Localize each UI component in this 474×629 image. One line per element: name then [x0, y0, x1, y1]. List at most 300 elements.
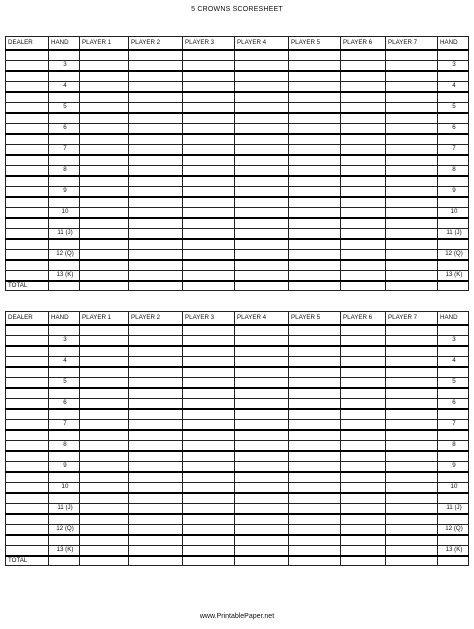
- hand-cell[interactable]: [438, 92, 469, 103]
- score-cell[interactable]: [341, 441, 386, 452]
- dealer-cell[interactable]: [6, 61, 49, 72]
- score-cell[interactable]: [183, 325, 235, 336]
- score-cell[interactable]: [235, 388, 289, 399]
- score-cell[interactable]: [183, 493, 235, 504]
- score-cell[interactable]: [289, 239, 341, 250]
- score-cell[interactable]: [183, 399, 235, 410]
- hand-cell[interactable]: [49, 134, 80, 145]
- score-cell[interactable]: [80, 504, 129, 515]
- score-cell[interactable]: [183, 176, 235, 187]
- score-cell[interactable]: [341, 493, 386, 504]
- score-cell[interactable]: [80, 357, 129, 368]
- total-cell[interactable]: [438, 556, 469, 566]
- score-cell[interactable]: [129, 367, 183, 378]
- score-cell[interactable]: [289, 82, 341, 93]
- score-cell[interactable]: [289, 176, 341, 187]
- score-cell[interactable]: [129, 493, 183, 504]
- hand-cell[interactable]: [438, 472, 469, 483]
- hand-cell[interactable]: [49, 50, 80, 61]
- hand-cell[interactable]: [438, 367, 469, 378]
- score-cell[interactable]: [386, 504, 438, 515]
- score-cell[interactable]: [289, 472, 341, 483]
- score-cell[interactable]: [386, 388, 438, 399]
- score-cell[interactable]: [341, 514, 386, 525]
- score-cell[interactable]: [129, 525, 183, 536]
- score-cell[interactable]: [386, 483, 438, 494]
- total-cell[interactable]: [129, 281, 183, 291]
- score-cell[interactable]: [386, 399, 438, 410]
- score-cell[interactable]: [235, 472, 289, 483]
- score-cell[interactable]: [129, 239, 183, 250]
- score-cell[interactable]: [183, 357, 235, 368]
- score-cell[interactable]: [80, 325, 129, 336]
- dealer-cell[interactable]: [6, 336, 49, 347]
- score-cell[interactable]: [341, 187, 386, 198]
- score-cell[interactable]: [80, 430, 129, 441]
- score-cell[interactable]: [341, 504, 386, 515]
- score-cell[interactable]: [341, 336, 386, 347]
- hand-cell[interactable]: [438, 71, 469, 82]
- score-cell[interactable]: [235, 260, 289, 271]
- score-cell[interactable]: [80, 525, 129, 536]
- score-cell[interactable]: [235, 71, 289, 82]
- dealer-cell[interactable]: [6, 483, 49, 494]
- score-cell[interactable]: [183, 239, 235, 250]
- score-cell[interactable]: [183, 250, 235, 261]
- score-cell[interactable]: [183, 420, 235, 431]
- hand-cell[interactable]: [438, 430, 469, 441]
- score-cell[interactable]: [183, 378, 235, 389]
- score-cell[interactable]: [341, 388, 386, 399]
- score-cell[interactable]: [129, 229, 183, 240]
- hand-cell[interactable]: [438, 388, 469, 399]
- score-cell[interactable]: [235, 514, 289, 525]
- score-cell[interactable]: [80, 535, 129, 546]
- score-cell[interactable]: [183, 187, 235, 198]
- score-cell[interactable]: [386, 472, 438, 483]
- score-cell[interactable]: [129, 472, 183, 483]
- score-cell[interactable]: [235, 124, 289, 135]
- score-cell[interactable]: [341, 61, 386, 72]
- hand-cell[interactable]: [438, 197, 469, 208]
- score-cell[interactable]: [129, 103, 183, 114]
- score-cell[interactable]: [341, 197, 386, 208]
- score-cell[interactable]: [386, 260, 438, 271]
- score-cell[interactable]: [183, 197, 235, 208]
- score-cell[interactable]: [80, 451, 129, 462]
- score-cell[interactable]: [80, 113, 129, 124]
- score-cell[interactable]: [289, 441, 341, 452]
- score-cell[interactable]: [80, 260, 129, 271]
- total-cell[interactable]: [183, 281, 235, 291]
- score-cell[interactable]: [183, 271, 235, 282]
- dealer-cell[interactable]: [6, 378, 49, 389]
- score-cell[interactable]: [235, 218, 289, 229]
- hand-cell[interactable]: [49, 493, 80, 504]
- score-cell[interactable]: [235, 103, 289, 114]
- score-cell[interactable]: [289, 260, 341, 271]
- score-cell[interactable]: [341, 535, 386, 546]
- score-cell[interactable]: [235, 113, 289, 124]
- score-cell[interactable]: [80, 271, 129, 282]
- score-cell[interactable]: [183, 535, 235, 546]
- dealer-cell[interactable]: [6, 514, 49, 525]
- score-cell[interactable]: [386, 176, 438, 187]
- total-cell[interactable]: [49, 556, 80, 566]
- score-cell[interactable]: [289, 197, 341, 208]
- score-cell[interactable]: [80, 493, 129, 504]
- score-cell[interactable]: [80, 367, 129, 378]
- score-cell[interactable]: [129, 504, 183, 515]
- dealer-cell[interactable]: [6, 155, 49, 166]
- score-cell[interactable]: [341, 451, 386, 462]
- score-cell[interactable]: [341, 176, 386, 187]
- score-cell[interactable]: [289, 229, 341, 240]
- score-cell[interactable]: [129, 166, 183, 177]
- dealer-cell[interactable]: [6, 357, 49, 368]
- dealer-cell[interactable]: [6, 218, 49, 229]
- score-cell[interactable]: [289, 409, 341, 420]
- score-cell[interactable]: [386, 525, 438, 536]
- score-cell[interactable]: [289, 134, 341, 145]
- hand-cell[interactable]: [49, 176, 80, 187]
- score-cell[interactable]: [129, 124, 183, 135]
- score-cell[interactable]: [341, 472, 386, 483]
- score-cell[interactable]: [386, 451, 438, 462]
- score-cell[interactable]: [341, 325, 386, 336]
- score-cell[interactable]: [183, 145, 235, 156]
- score-cell[interactable]: [341, 378, 386, 389]
- score-cell[interactable]: [341, 250, 386, 261]
- hand-cell[interactable]: [438, 176, 469, 187]
- score-cell[interactable]: [386, 103, 438, 114]
- score-cell[interactable]: [386, 197, 438, 208]
- score-cell[interactable]: [80, 336, 129, 347]
- hand-cell[interactable]: [49, 197, 80, 208]
- score-cell[interactable]: [235, 399, 289, 410]
- score-cell[interactable]: [183, 546, 235, 557]
- dealer-cell[interactable]: [6, 472, 49, 483]
- score-cell[interactable]: [341, 103, 386, 114]
- score-cell[interactable]: [341, 239, 386, 250]
- score-cell[interactable]: [80, 250, 129, 261]
- hand-cell[interactable]: [49, 325, 80, 336]
- score-cell[interactable]: [129, 514, 183, 525]
- score-cell[interactable]: [129, 546, 183, 557]
- score-cell[interactable]: [289, 420, 341, 431]
- score-cell[interactable]: [289, 367, 341, 378]
- dealer-cell[interactable]: [6, 462, 49, 473]
- score-cell[interactable]: [235, 504, 289, 515]
- score-cell[interactable]: [129, 378, 183, 389]
- score-cell[interactable]: [289, 451, 341, 462]
- score-cell[interactable]: [80, 441, 129, 452]
- score-cell[interactable]: [183, 50, 235, 61]
- total-cell[interactable]: [386, 281, 438, 291]
- score-cell[interactable]: [341, 430, 386, 441]
- score-cell[interactable]: [289, 399, 341, 410]
- score-cell[interactable]: [341, 420, 386, 431]
- hand-cell[interactable]: [49, 71, 80, 82]
- hand-cell[interactable]: [438, 260, 469, 271]
- score-cell[interactable]: [386, 346, 438, 357]
- score-cell[interactable]: [341, 271, 386, 282]
- score-cell[interactable]: [183, 229, 235, 240]
- total-cell[interactable]: [289, 281, 341, 291]
- score-cell[interactable]: [235, 535, 289, 546]
- score-cell[interactable]: [129, 61, 183, 72]
- score-cell[interactable]: [386, 535, 438, 546]
- hand-cell[interactable]: [438, 218, 469, 229]
- score-cell[interactable]: [80, 229, 129, 240]
- hand-cell[interactable]: [49, 239, 80, 250]
- dealer-cell[interactable]: [6, 430, 49, 441]
- dealer-cell[interactable]: [6, 92, 49, 103]
- score-cell[interactable]: [129, 82, 183, 93]
- score-cell[interactable]: [341, 218, 386, 229]
- score-cell[interactable]: [289, 166, 341, 177]
- score-cell[interactable]: [386, 357, 438, 368]
- score-cell[interactable]: [129, 357, 183, 368]
- score-cell[interactable]: [341, 92, 386, 103]
- score-cell[interactable]: [386, 61, 438, 72]
- score-cell[interactable]: [80, 218, 129, 229]
- score-cell[interactable]: [235, 525, 289, 536]
- score-cell[interactable]: [183, 92, 235, 103]
- score-cell[interactable]: [235, 145, 289, 156]
- score-cell[interactable]: [183, 71, 235, 82]
- dealer-cell[interactable]: [6, 441, 49, 452]
- score-cell[interactable]: [235, 430, 289, 441]
- score-cell[interactable]: [341, 124, 386, 135]
- score-cell[interactable]: [341, 71, 386, 82]
- score-cell[interactable]: [341, 113, 386, 124]
- score-cell[interactable]: [341, 50, 386, 61]
- score-cell[interactable]: [235, 336, 289, 347]
- score-cell[interactable]: [80, 462, 129, 473]
- score-cell[interactable]: [386, 367, 438, 378]
- score-cell[interactable]: [129, 260, 183, 271]
- score-cell[interactable]: [235, 61, 289, 72]
- score-cell[interactable]: [289, 271, 341, 282]
- score-cell[interactable]: [183, 388, 235, 399]
- score-cell[interactable]: [183, 61, 235, 72]
- score-cell[interactable]: [129, 451, 183, 462]
- hand-cell[interactable]: [438, 514, 469, 525]
- dealer-cell[interactable]: [6, 399, 49, 410]
- score-cell[interactable]: [235, 483, 289, 494]
- score-cell[interactable]: [183, 82, 235, 93]
- score-cell[interactable]: [289, 430, 341, 441]
- score-cell[interactable]: [386, 493, 438, 504]
- score-cell[interactable]: [129, 71, 183, 82]
- dealer-cell[interactable]: [6, 103, 49, 114]
- score-cell[interactable]: [289, 546, 341, 557]
- score-cell[interactable]: [289, 71, 341, 82]
- dealer-cell[interactable]: [6, 176, 49, 187]
- score-cell[interactable]: [235, 441, 289, 452]
- score-cell[interactable]: [386, 218, 438, 229]
- dealer-cell[interactable]: [6, 271, 49, 282]
- score-cell[interactable]: [235, 229, 289, 240]
- score-cell[interactable]: [129, 50, 183, 61]
- score-cell[interactable]: [80, 409, 129, 420]
- dealer-cell[interactable]: [6, 50, 49, 61]
- score-cell[interactable]: [235, 462, 289, 473]
- score-cell[interactable]: [183, 260, 235, 271]
- score-cell[interactable]: [289, 325, 341, 336]
- score-cell[interactable]: [235, 250, 289, 261]
- score-cell[interactable]: [289, 92, 341, 103]
- score-cell[interactable]: [235, 239, 289, 250]
- dealer-cell[interactable]: [6, 367, 49, 378]
- hand-cell[interactable]: [49, 260, 80, 271]
- score-cell[interactable]: [183, 525, 235, 536]
- score-cell[interactable]: [235, 367, 289, 378]
- score-cell[interactable]: [386, 250, 438, 261]
- dealer-cell[interactable]: [6, 420, 49, 431]
- score-cell[interactable]: [129, 399, 183, 410]
- score-cell[interactable]: [341, 367, 386, 378]
- score-cell[interactable]: [80, 166, 129, 177]
- score-cell[interactable]: [386, 92, 438, 103]
- score-cell[interactable]: [289, 357, 341, 368]
- score-cell[interactable]: [386, 409, 438, 420]
- score-cell[interactable]: [80, 50, 129, 61]
- score-cell[interactable]: [289, 483, 341, 494]
- hand-cell[interactable]: [438, 451, 469, 462]
- score-cell[interactable]: [183, 113, 235, 124]
- dealer-cell[interactable]: [6, 113, 49, 124]
- score-cell[interactable]: [289, 145, 341, 156]
- hand-cell[interactable]: [49, 346, 80, 357]
- dealer-cell[interactable]: [6, 535, 49, 546]
- score-cell[interactable]: [341, 525, 386, 536]
- score-cell[interactable]: [386, 113, 438, 124]
- score-cell[interactable]: [289, 187, 341, 198]
- score-cell[interactable]: [129, 535, 183, 546]
- score-cell[interactable]: [341, 260, 386, 271]
- hand-cell[interactable]: [438, 325, 469, 336]
- score-cell[interactable]: [235, 166, 289, 177]
- score-cell[interactable]: [183, 218, 235, 229]
- score-cell[interactable]: [80, 197, 129, 208]
- score-cell[interactable]: [183, 472, 235, 483]
- score-cell[interactable]: [129, 388, 183, 399]
- score-cell[interactable]: [235, 92, 289, 103]
- score-cell[interactable]: [235, 409, 289, 420]
- score-cell[interactable]: [289, 155, 341, 166]
- score-cell[interactable]: [80, 187, 129, 198]
- score-cell[interactable]: [289, 336, 341, 347]
- score-cell[interactable]: [386, 430, 438, 441]
- score-cell[interactable]: [235, 82, 289, 93]
- dealer-cell[interactable]: [6, 546, 49, 557]
- score-cell[interactable]: [386, 462, 438, 473]
- hand-cell[interactable]: [49, 92, 80, 103]
- dealer-cell[interactable]: [6, 346, 49, 357]
- total-cell[interactable]: [49, 281, 80, 291]
- score-cell[interactable]: [386, 239, 438, 250]
- score-cell[interactable]: [341, 166, 386, 177]
- score-cell[interactable]: [183, 409, 235, 420]
- total-cell[interactable]: [289, 556, 341, 566]
- score-cell[interactable]: [129, 483, 183, 494]
- score-cell[interactable]: [129, 441, 183, 452]
- score-cell[interactable]: [386, 82, 438, 93]
- score-cell[interactable]: [386, 124, 438, 135]
- score-cell[interactable]: [235, 546, 289, 557]
- score-cell[interactable]: [129, 134, 183, 145]
- score-cell[interactable]: [386, 50, 438, 61]
- total-cell[interactable]: [183, 556, 235, 566]
- score-cell[interactable]: [386, 271, 438, 282]
- score-cell[interactable]: [80, 71, 129, 82]
- score-cell[interactable]: [386, 134, 438, 145]
- score-cell[interactable]: [386, 71, 438, 82]
- score-cell[interactable]: [80, 124, 129, 135]
- score-cell[interactable]: [183, 346, 235, 357]
- score-cell[interactable]: [129, 176, 183, 187]
- score-cell[interactable]: [341, 155, 386, 166]
- dealer-cell[interactable]: [6, 239, 49, 250]
- score-cell[interactable]: [386, 441, 438, 452]
- dealer-cell[interactable]: [6, 504, 49, 515]
- score-cell[interactable]: [80, 145, 129, 156]
- score-cell[interactable]: [386, 325, 438, 336]
- score-cell[interactable]: [80, 239, 129, 250]
- score-cell[interactable]: [341, 409, 386, 420]
- score-cell[interactable]: [235, 208, 289, 219]
- dealer-cell[interactable]: [6, 493, 49, 504]
- hand-cell[interactable]: [49, 367, 80, 378]
- score-cell[interactable]: [235, 493, 289, 504]
- score-cell[interactable]: [183, 134, 235, 145]
- hand-cell[interactable]: [49, 430, 80, 441]
- total-cell[interactable]: [341, 556, 386, 566]
- score-cell[interactable]: [80, 514, 129, 525]
- dealer-cell[interactable]: [6, 166, 49, 177]
- score-cell[interactable]: [235, 357, 289, 368]
- score-cell[interactable]: [235, 197, 289, 208]
- score-cell[interactable]: [386, 378, 438, 389]
- score-cell[interactable]: [289, 218, 341, 229]
- score-cell[interactable]: [80, 103, 129, 114]
- score-cell[interactable]: [80, 176, 129, 187]
- score-cell[interactable]: [129, 430, 183, 441]
- score-cell[interactable]: [289, 388, 341, 399]
- dealer-cell[interactable]: [6, 260, 49, 271]
- score-cell[interactable]: [129, 325, 183, 336]
- score-cell[interactable]: [386, 166, 438, 177]
- dealer-cell[interactable]: [6, 409, 49, 420]
- dealer-cell[interactable]: [6, 187, 49, 198]
- score-cell[interactable]: [289, 61, 341, 72]
- dealer-cell[interactable]: [6, 82, 49, 93]
- score-cell[interactable]: [386, 336, 438, 347]
- score-cell[interactable]: [341, 145, 386, 156]
- score-cell[interactable]: [80, 420, 129, 431]
- score-cell[interactable]: [80, 346, 129, 357]
- hand-cell[interactable]: [49, 113, 80, 124]
- dealer-cell[interactable]: [6, 124, 49, 135]
- score-cell[interactable]: [289, 504, 341, 515]
- score-cell[interactable]: [235, 176, 289, 187]
- total-cell[interactable]: [129, 556, 183, 566]
- total-cell[interactable]: [341, 281, 386, 291]
- dealer-cell[interactable]: [6, 325, 49, 336]
- score-cell[interactable]: [235, 155, 289, 166]
